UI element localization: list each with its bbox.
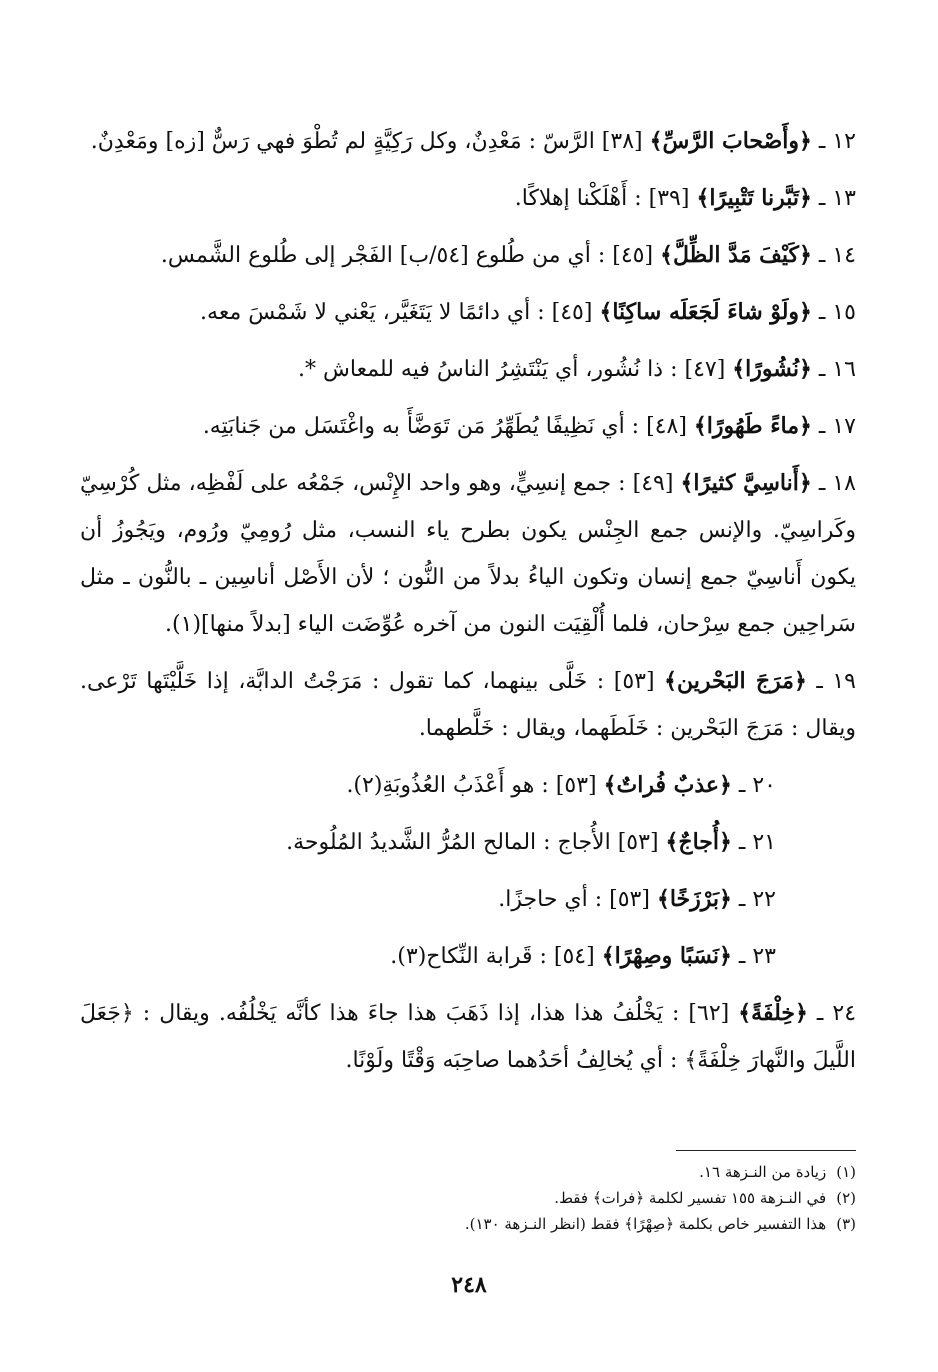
entry-text: [٦٢] : يَخْلُفُ هذا هذا، إذا ذَهَبَ هذا جاءَ هذا كأنَّه يَخْلُفُه. ويقال : ﴿جَعَلَ اللَّيلَ والنَّهارَ خِلْفَةً﴾ : أي يُخالِفُ أحَدُهما صاحِبَه وَقْتًا ولَوْنًا.	[80, 1001, 856, 1073]
entry-text: [٥٣] الأُجاج : المالح المُرُّ الشَّديدُ المُلُوحة.	[286, 830, 666, 855]
entry-23: ٢٣ ـ ﴿نَسَبًا وصِهْرًا﴾ [٥٤] : قَرابة النِّكاح(٣).	[390, 943, 776, 969]
entry-term: ﴿وأَصْحابَ الرَّسِّ﴾	[649, 128, 812, 154]
entry-24: ٢٤ ـ ﴿خِلْفَةً﴾ [٦٢] : يَخْلُفُ هذا هذا، إذا ذَهَبَ هذا جاءَ هذا كأنَّه يَخْلُفُه. ويقال : ﴿جَعَلَ اللَّيلَ والنَّهارَ خِلْفَةً﴾ : أي يُخالِفُ أحَدُهما صاحِبَه وَقْتًا ولَوْنًا.	[80, 1000, 857, 1073]
entry-term: ﴿بَرْزَخًا﴾	[656, 886, 732, 912]
entry-13: ١٣ ـ ﴿تَبَّرنا تَتْبِيرًا﴾ [٣٩] : أَهْلَكْنا إهلاكًا.	[514, 185, 856, 211]
entry-number: ٢٣	[752, 944, 776, 969]
entry-12: ١٢ ـ ﴿وأَصْحابَ الرَّسِّ﴾ [٣٨] الرَّسّ : مَعْدِنٌ، وكل رَكِيَّةٍ لم تُطْوَ فهي رَسٌّ [زه] ومَعْدِنٌ.	[90, 128, 856, 154]
entry-number: ٢٢	[752, 887, 776, 912]
footnotes	[80, 1150, 856, 1237]
entry-text: [٣٩] : أَهْلَكْنا إهلاكًا.	[514, 186, 697, 211]
entry-number: ١٧	[832, 414, 856, 439]
entry-17: ١٧ ـ ﴿ماءً طَهُورًا﴾ [٤٨] : أي نَظِيفًا يُطَهِّرُ مَن تَوَضَّأَ به واغْتَسَل من جَنابَتِه.	[202, 413, 856, 439]
entry-term: ﴿نُشُورًا﴾	[732, 356, 812, 382]
entry-number: ١٨	[832, 471, 856, 496]
entry-number: ١٢	[832, 129, 856, 154]
entry-number: ١٣	[832, 186, 856, 211]
page-number: ٢٤٨	[451, 1272, 487, 1298]
entry-number: ١٤	[832, 243, 856, 268]
entry-text: [٤٨] : أي نَظِيفًا يُطَهِّرُ مَن تَوَضَّأَ به واغْتَسَل من جَنابَتِه.	[202, 414, 694, 439]
footnote-1	[80, 1159, 856, 1185]
footnote-3	[80, 1211, 856, 1237]
entry-term: ﴿ماءً طَهُورًا﴾	[693, 413, 812, 439]
entry-20: ٢٠ ـ ﴿عذبٌ فُراتٌ﴾ [٥٣] : هو أَعْذَبُ العُذُوبَةِ(٢).	[346, 772, 776, 798]
entry-number: ٢١	[752, 830, 776, 855]
page-body	[80, 118, 856, 1094]
entry-text: [٤٩] : جمع إنسِيٍّ، وهو واحد الإِنْس، جَمْعُه على لَفْظِه، مثل كُرْسِيّ وكَراسِيّ. والإنس جمع الجِنْس يكون بطرح ياء النسب، مثل رُومِيّ ورُوم، ويَجُوزُ أن يكون أَناسِيّ جمع إنسان وتكون الياءُ بدلاً من النُّون ؛ لأن الأَصْل أناسِين ـ بالنُّون ـ مثل سَراحِين جمع سِرْحان، فلما أُلْقِيَت النون من آخره عُوِّضَت الياء [بدلاً منها](١).	[80, 471, 856, 637]
entry-term: ﴿نَسَبًا وصِهْرًا﴾	[601, 943, 732, 969]
footnote-text: هذا التفسير خاص بكلمة ﴿صِهْرًا﴾ فقط (انظر النـزهة ١٣٠).	[464, 1215, 827, 1233]
entry-18: ١٨ ـ ﴿أَناسِيَّ كثيرًا﴾ [٤٩] : جمع إنسِيٍّ، وهو واحد الإِنْس، جَمْعُه على لَفْظِه، مثل كُرْسِيّ وكَراسِيّ. والإنس جمع الجِنْس يكون بطرح ياء النسب، مثل رُومِيّ ورُوم، ويَجُوزُ أن يكون أَناسِيّ جمع إنسان وتكون الياءُ بدلاً من النُّون ؛ لأن الأَصْل أناسِين ـ بالنُّون ـ مثل سَراحِين جمع سِرْحان، فلما أُلْقِيَت النون من آخره عُوِّضَت الياء [بدلاً منها](١).	[80, 470, 856, 637]
entry-number: ١٩	[832, 669, 856, 694]
entry-term: ﴿كَيْفَ مَدَّ الظِّلَّ﴾	[660, 242, 812, 268]
entry-term: ﴿عذبٌ فُراتٌ﴾	[603, 772, 732, 798]
entry-15: ١٥ ـ ﴿ولَوْ شاءَ لَجَعَلَه ساكِنًا﴾ [٤٥] : أي دائمًا لا يَتَغَيَّر، يَعْني لا شَمْسَ معه.	[200, 299, 856, 325]
footnote-mark: (٢)	[836, 1189, 856, 1207]
entry-text: [٥٣] : خَلَّى بينهما، كما تقول : مَرَجْتُ الدابَّة، إذا خَلَّيْتَها تَرْعى. ويقال : مَرَجَ البَحْرين : خَلَطَهما، ويقال : خَلَّطهما.	[80, 669, 856, 741]
entry-term: ﴿خِلْفَةً﴾	[738, 1000, 808, 1026]
footnote-text: في النـزهة ١٥٥ تفسير لكلمة ﴿فرات﴾ فقط.	[554, 1189, 827, 1207]
entry-19: ١٩ ـ ﴿مَرَجَ البَحْرين﴾ [٥٣] : خَلَّى بينهما، كما تقول : مَرَجْتُ الدابَّة، إذا خَلَّيْتَها تَرْعى. ويقال : مَرَجَ البَحْرين : خَلَطَهما، ويقال : خَلَّطهما.	[80, 668, 856, 741]
entry-number: ٢٠	[752, 773, 776, 798]
entry-text: [٥٣] : هو أَعْذَبُ العُذُوبَةِ(٢).	[346, 773, 604, 798]
entry-term: ﴿أَناسِيَّ كثيرًا﴾	[680, 470, 812, 496]
entry-text: [٥٣] : أي حاجزًا.	[498, 887, 657, 912]
entry-21: ٢١ ـ ﴿أُجاجٌ﴾ [٥٣] الأُجاج : المالح المُرُّ الشَّديدُ المُلُوحة.	[286, 829, 776, 855]
entry-14: ١٤ ـ ﴿كَيْفَ مَدَّ الظِّلَّ﴾ [٤٥] : أي من طُلوع [٥٤/ب] الفَجْر إلى طُلوع الشَّمس.	[160, 242, 856, 268]
entry-number: ١٥	[832, 300, 856, 325]
entry-term: ﴿ولَوْ شاءَ لَجَعَلَه ساكِنًا﴾	[599, 299, 812, 325]
entry-term: ﴿أُجاجٌ﴾	[665, 829, 732, 855]
entry-22: ٢٢ ـ ﴿بَرْزَخًا﴾ [٥٣] : أي حاجزًا.	[498, 886, 776, 912]
footnote-2	[80, 1185, 856, 1211]
entry-number: ١٦	[832, 357, 856, 382]
entry-text: [٤٥] : أي من طُلوع [٥٤/ب] الفَجْر إلى طُلوع الشَّمس.	[160, 243, 661, 268]
entry-16: ١٦ ـ ﴿نُشُورًا﴾ [٤٧] : ذا نُشُور، أي يَنْتَشِرُ الناسُ فيه للمعاش *.	[298, 356, 856, 382]
entry-text: [٤٥] : أي دائمًا لا يَتَغَيَّر، يَعْني لا شَمْسَ معه.	[200, 300, 600, 325]
footnote-text: زيادة من النـزهة ١٦.	[699, 1163, 827, 1181]
footnote-mark: (١)	[836, 1163, 856, 1181]
entry-text: [٣٨] الرَّسّ : مَعْدِنٌ، وكل رَكِيَّةٍ لم تُطْوَ فهي رَسٌّ [زه] ومَعْدِنٌ.	[90, 129, 650, 154]
footnote-mark: (٣)	[836, 1215, 856, 1233]
entry-number: ٢٤	[832, 1001, 857, 1026]
entry-text: [٤٧] : ذا نُشُور، أي يَنْتَشِرُ الناسُ فيه للمعاش *.	[298, 357, 733, 382]
entry-term: ﴿مَرَجَ البَحْرين﴾	[664, 668, 807, 694]
footnote-divider	[676, 1150, 856, 1151]
entry-text: [٥٤] : قَرابة النِّكاح(٣).	[390, 944, 602, 969]
entry-term: ﴿تَبَّرنا تَتْبِيرًا﴾	[696, 185, 812, 211]
